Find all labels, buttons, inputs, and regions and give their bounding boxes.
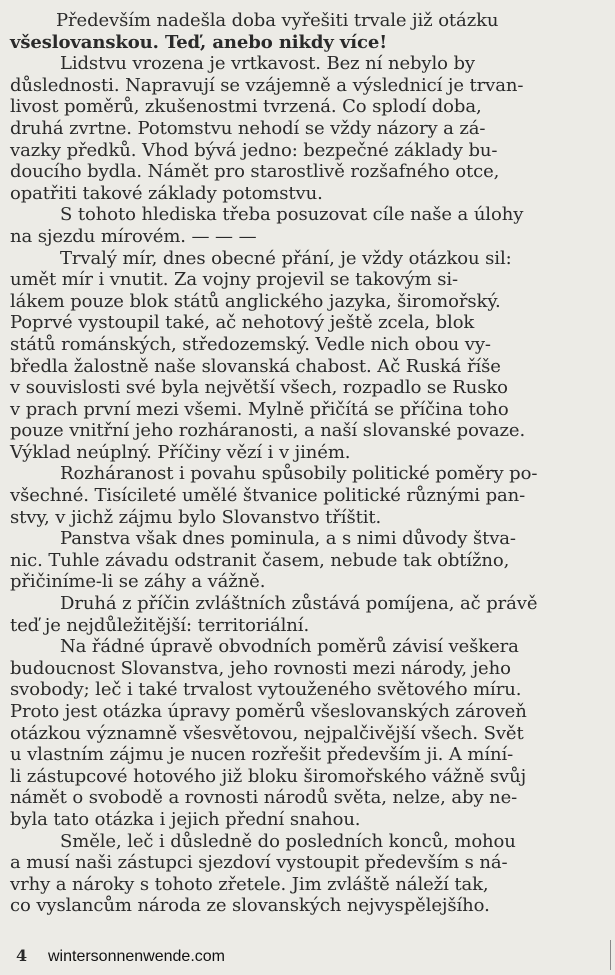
text-line: námět o svobodě a rovnosti národů světa, nelze, aby ne- [10,787,518,809]
text-line: stvy, v jichž zájmu bylo Slovanstvo tříštit. [10,506,382,528]
text-line: umět mír i vnutit. Za vojny projevil se takovým si- [10,269,458,291]
text-line: Panstva však dnes pominula, a s nimi důvody štva- [60,528,516,550]
page-footer [16,946,606,968]
text-line: Výklad neúplný. Příčiny vězí i v jiném. [10,441,351,463]
text-line: Druhá z příčin zvláštních zůstává pomíjena, ač právě [60,593,538,615]
text-line: vrhy a nároky s tohoto zřetele. Jim zvláště náleží tak, [10,873,489,895]
text-line: opatřiti takové základy potomstvu. [10,182,323,204]
text-line: Rozháranost i povahu spůsobily politické poměry po- [60,463,538,485]
text-line: pouze vnitřní jeho rozháranosti, a naší slovanské povaze. [10,420,526,442]
text-line: teď je nejdůležitější: territoriální. [10,614,310,636]
watermark-text: wintersonnenwende.com [48,948,225,965]
text-line: Proto jest otázka úpravy poměrů všeslovanských zároveň [10,701,527,722]
text-line: otázkou významně všesvětovou, nejpalčivější všech. Svět [10,722,524,744]
text-line: Především nadešla doba vyřešiti trvale již otázku [56,10,499,31]
text-line: Směle, leč i důsledně do posledních konců, mohou [60,830,516,852]
text-line: budoucnost Slovanstva, jeho rovnosti mezi národy, jeho [10,657,511,679]
text-line: livost poměrů, zkušenostmi tvrzená. Co splodí doba, [10,96,482,118]
text-line: důslednosti. Napravují se vzájemně a výslednicí je trvan- [10,74,524,96]
text-line: Poprvé vystoupil také, ač nehotový ještě zcela, blok [10,312,475,334]
page-number: 4 [16,946,28,965]
text-line: v souvislosti své byla největší všech, rozpadlo se Rusko [10,377,508,399]
text-line: vazky předků. Vhod bývá jedno: bezpečné základy bu- [10,139,498,161]
text-line: přičiníme-li se záhy a vážně. [10,571,266,593]
text-line: svobody; leč i také trvalost vytouženého světového míru. [10,679,522,701]
text-line: druhá zvrtne. Potomstvu nehodí se vždy názory a zá- [10,117,486,139]
margin-rule [610,940,611,970]
text-line: byla tato otázka i jejich přední snahou. [10,808,361,830]
text-line: S tohoto hlediska třeba posuzovat cíle naše a úlohy [60,204,524,226]
text-line: nic. Tuhle závadu odstranit časem, nebude tak obtížno, [10,549,510,571]
text-line: Lidstvu vrozena je vrtkavost. Bez ní nebylo by [60,53,475,75]
text-line: u vlastním zájmu je nucen rozřešit především ji. A míní- [10,744,514,766]
text-line: států románských, středozemský. Vedle nich obou vy- [10,333,491,355]
text-line: Na řádné úpravě obvodních poměrů závisí veškera [60,636,519,658]
article-text [10,10,608,917]
text-line: doucího bydla. Námět pro starostlivě rozšafného otce, [10,161,500,183]
text-line: bředla žalostně naše slovanská chabost. Ač Ruská říše [10,355,501,377]
text-line: li zástupcové hotového již bloku širomořského vážně svůj [10,765,527,787]
text-line: Trvalý mír, dnes obecné přání, je vždy otázkou sil: [60,247,512,269]
text-line: a musí naši zástupci sjezdoví vystoupit především s ná- [10,852,508,874]
text-line: v prach první mezi všemi. Mylně přičítá se příčina toho [10,398,509,420]
text-line: na sjezdu mírovém. — — — [10,225,257,247]
text-line: všechné. Tisícileté umělé štvanice politické různými pan- [10,485,526,507]
text-line: co vyslancům národa ze slovanských nejvyspělejšího. [10,895,490,917]
text-line: všeslovanskou. Teď, anebo nikdy více! [10,31,388,53]
text-line: lákem pouze blok států anglického jazyka, širomořský. [10,290,501,312]
